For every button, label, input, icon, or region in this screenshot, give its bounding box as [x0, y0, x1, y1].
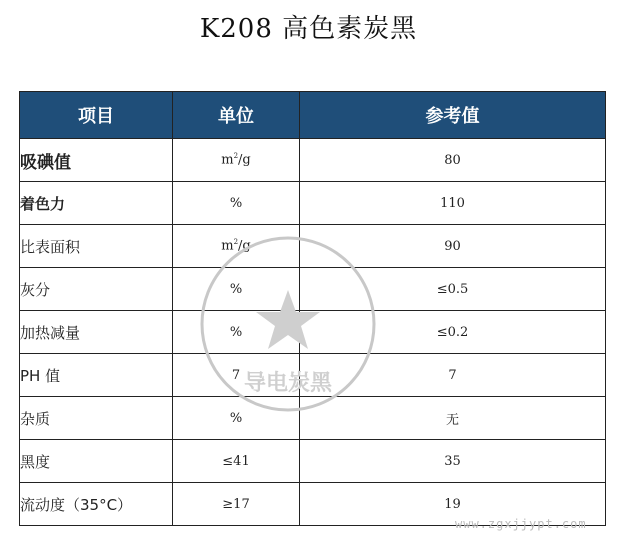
row-item: 着色力	[20, 182, 173, 225]
table-row	[20, 225, 606, 268]
row-item: 比表面积	[20, 225, 173, 268]
page-title: K208 高色素炭黑	[199, 14, 418, 44]
table-row	[20, 182, 606, 225]
row-unit: %	[173, 397, 300, 440]
row-item: 灰分	[20, 268, 173, 311]
row-item: 加热减量	[20, 311, 173, 354]
table-row	[20, 139, 606, 182]
header-item: 项目	[20, 92, 173, 139]
stamp-subtitle: 导电炭黑	[243, 371, 333, 396]
row-value: 19	[300, 483, 606, 526]
table-row	[20, 268, 606, 311]
row-unit: 7	[173, 354, 300, 397]
table-row	[20, 440, 606, 483]
row-item: PH 值	[20, 354, 173, 397]
row-value: ≤0.2	[300, 311, 606, 354]
row-value: 80	[300, 139, 606, 182]
row-unit: $m^2/g$	[173, 139, 300, 182]
table-row	[20, 311, 606, 354]
row-unit: %	[173, 268, 300, 311]
row-value: 7	[300, 354, 606, 397]
row-item: 杂质	[20, 397, 173, 440]
row-value: 35	[300, 440, 606, 483]
row-item: 流动度（35°C）	[20, 483, 173, 526]
watermark-site: www.zgxjjypt.com	[455, 517, 587, 531]
row-item: 吸碘值	[20, 139, 173, 182]
spec-table	[19, 91, 606, 526]
row-value: 无	[300, 397, 606, 440]
row-unit: ≥17	[173, 483, 300, 526]
header-unit: 单位	[173, 92, 300, 139]
row-unit: ≤41	[173, 440, 300, 483]
row-unit: $m^2/g$	[173, 225, 300, 268]
table-header-row	[20, 92, 606, 139]
table-row	[20, 397, 606, 440]
table-row	[20, 354, 606, 397]
header-value: 参考值	[300, 92, 606, 139]
row-unit: %	[173, 182, 300, 225]
row-value: 90	[300, 225, 606, 268]
row-unit: %	[173, 311, 300, 354]
row-item: 黑度	[20, 440, 173, 483]
row-value: ≤0.5	[300, 268, 606, 311]
row-value: 110	[300, 182, 606, 225]
